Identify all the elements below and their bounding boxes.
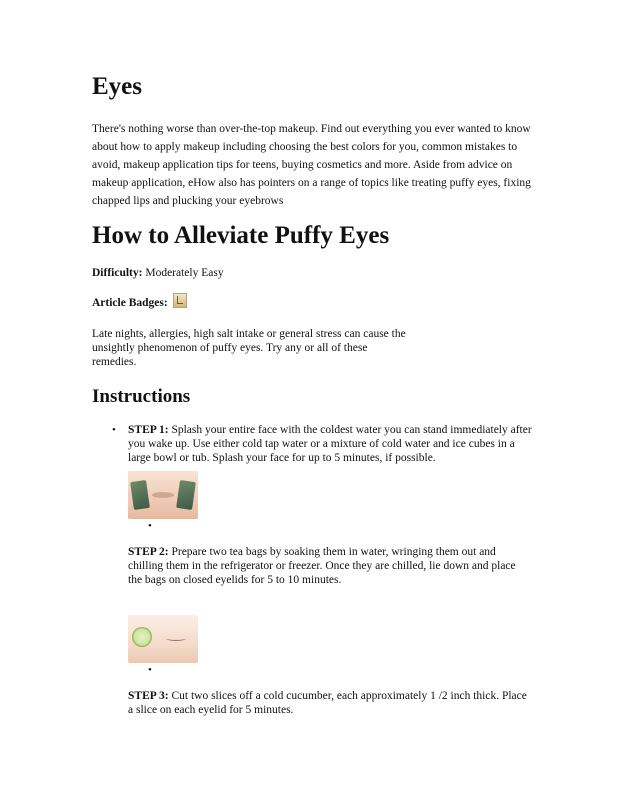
- article-lead: Late nights, allergies, high salt intake or general stress can cause the unsightly phenomenon of puffy eyes. Try any or all of these remedies.: [92, 328, 406, 368]
- cucumber-eye-image: [128, 615, 198, 663]
- instructions-heading: Instructions: [92, 386, 191, 407]
- section-title: Eyes: [92, 73, 142, 100]
- step-2-label: STEP 2:: [128, 546, 169, 558]
- step-2: [92, 519, 532, 663]
- difficulty-line: [92, 266, 532, 281]
- step-3-text: [128, 689, 532, 717]
- badge-icon[interactable]: [173, 293, 187, 308]
- step-1: [92, 423, 532, 519]
- difficulty-label: Difficulty:: [92, 267, 143, 279]
- tea-bags-eyes-image: [128, 471, 198, 519]
- difficulty-value: Moderately Easy: [145, 267, 224, 279]
- section-intro: There's nothing worse than over-the-top makeup. Find out everything you ever wanted to know about how to apply makeup including choosing the best colors for you, common mistakes to avoid, makeup application tips for teens, buying cosmetics and more. Aside from advice on makeup application, eHow also has pointers on a range of topics like treating puffy eyes, fixing chapped lips and plucking your eyebrows: [92, 123, 531, 207]
- step-2-body: Prepare two tea bags by soaking them in water, wringing them out and chilling them in the refrigerator or freezer. Once they are chilled, lie down and place the bags on closed eyelids for 5 to 10 minutes.: [128, 546, 516, 586]
- bullet-icon: •: [148, 520, 152, 532]
- step-3: [92, 663, 532, 717]
- step-1-label: STEP 1:: [128, 424, 169, 436]
- badges-line: [92, 293, 532, 311]
- step-1-text: [128, 423, 532, 465]
- step-3-label: STEP 3:: [128, 690, 169, 702]
- step-3-body: Cut two slices off a cold cucumber, each approximately 1 /2 inch thick. Place a slice on each eyelid for 5 minutes.: [128, 690, 527, 716]
- bullet-icon: •: [112, 424, 116, 436]
- bullet-icon: •: [148, 664, 152, 676]
- document-page: [92, 70, 532, 717]
- badges-label: Article Badges:: [92, 297, 168, 309]
- article-title: How to Alleviate Puffy Eyes: [92, 222, 390, 249]
- step-1-body: Splash your entire face with the coldest water you can stand immediately after you wake up. Use either cold tap water or a mixture of cold water and ice cubes in a large bowl or tub. Splash your face for up to 5 minutes, if possible.: [128, 424, 532, 464]
- instructions-list: [92, 423, 532, 717]
- step-2-text: [128, 545, 532, 587]
